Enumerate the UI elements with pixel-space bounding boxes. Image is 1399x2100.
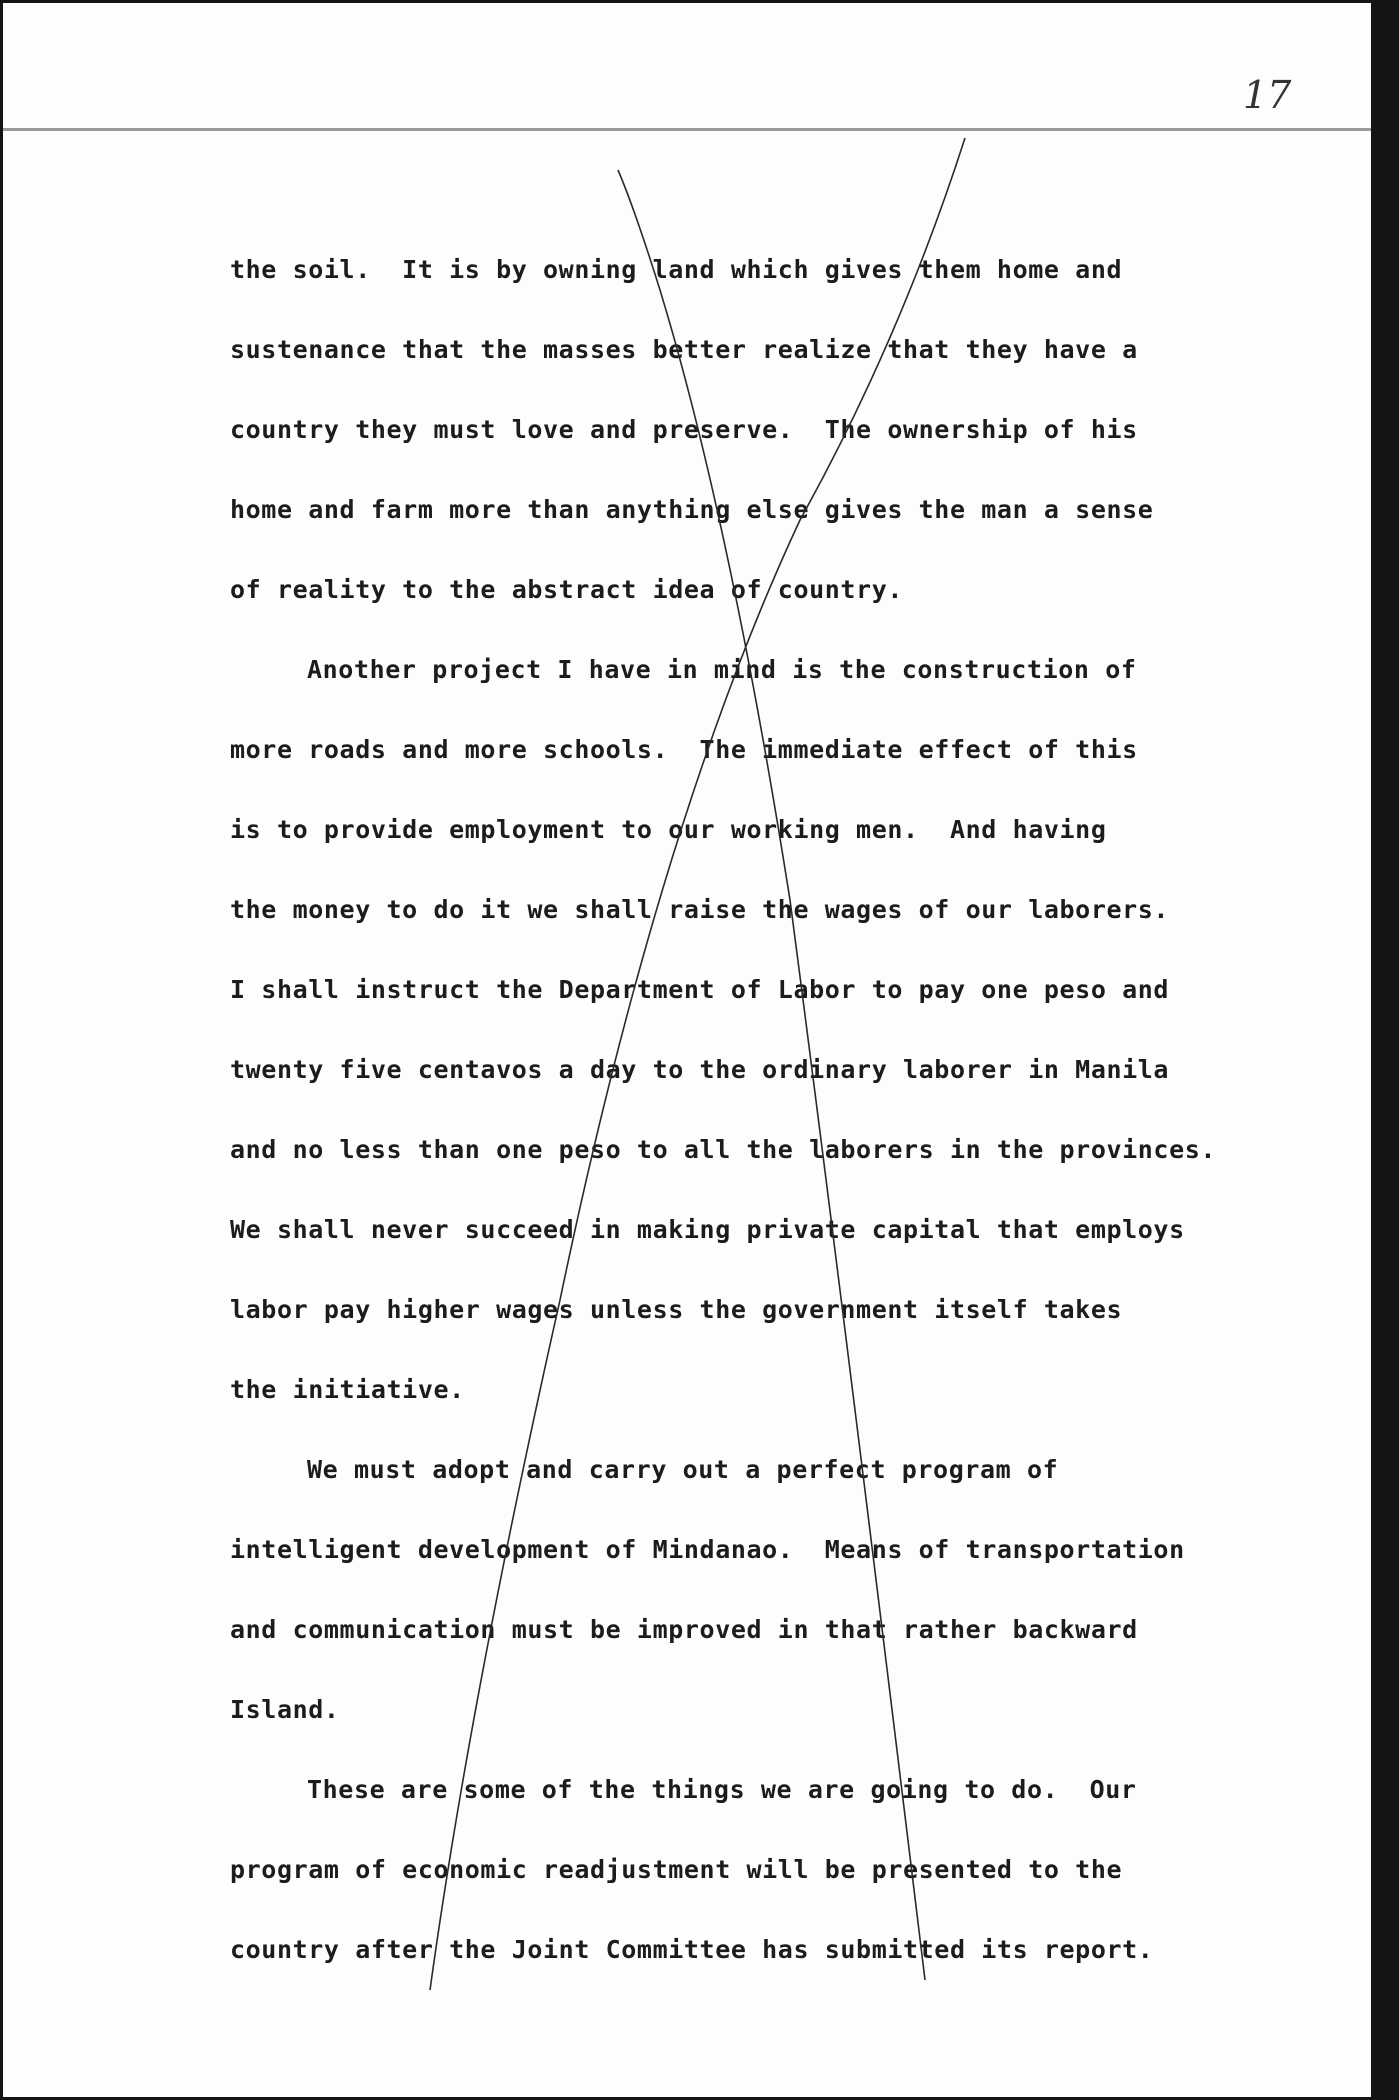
text-line: of reality to the abstract idea of country. — [230, 575, 904, 604]
text-line: Island. — [230, 1695, 340, 1724]
text-line: We shall never succeed in making private capital that employs — [230, 1215, 1185, 1244]
text-line: country after the Joint Committee has submitted its report. — [230, 1935, 1154, 1964]
text-line: and communication must be improved in that rather backward — [230, 1615, 1138, 1644]
text-line: home and farm more than anything else gives the man a sense — [230, 495, 1154, 524]
text-line: sustenance that the masses better realize that they have a — [230, 335, 1138, 364]
text-line: the money to do it we shall raise the wages of our laborers. — [230, 895, 1170, 924]
text-line: I shall instruct the Department of Labor to pay one peso and — [230, 975, 1170, 1004]
text-line: We must adopt and carry out a perfect program of — [307, 1455, 1059, 1484]
text-line: more roads and more schools. The immediate effect of this — [230, 735, 1138, 764]
text-line: program of economic readjustment will be presented to the — [230, 1855, 1123, 1884]
text-line: is to provide employment to our working men. And having — [230, 815, 1107, 844]
text-line: country they must love and preserve. The ownership of his — [230, 415, 1138, 444]
text-line: intelligent development of Mindanao. Means of transportation — [230, 1535, 1185, 1564]
text-line: twenty five centavos a day to the ordinary laborer in Manila — [230, 1055, 1170, 1084]
text-line: labor pay higher wages unless the government itself takes — [230, 1295, 1123, 1324]
text-line: These are some of the things we are going to do. Our — [307, 1775, 1137, 1804]
text-line: the soil. It is by owning land which gives them home and — [230, 255, 1123, 284]
page-number: 17 — [1243, 73, 1292, 117]
text-line: Another project I have in mind is the construction of — [307, 655, 1137, 684]
page-top-divider — [3, 128, 1371, 131]
text-line: the initiative. — [230, 1375, 465, 1404]
text-line: and no less than one peso to all the laborers in the provinces. — [230, 1135, 1217, 1164]
